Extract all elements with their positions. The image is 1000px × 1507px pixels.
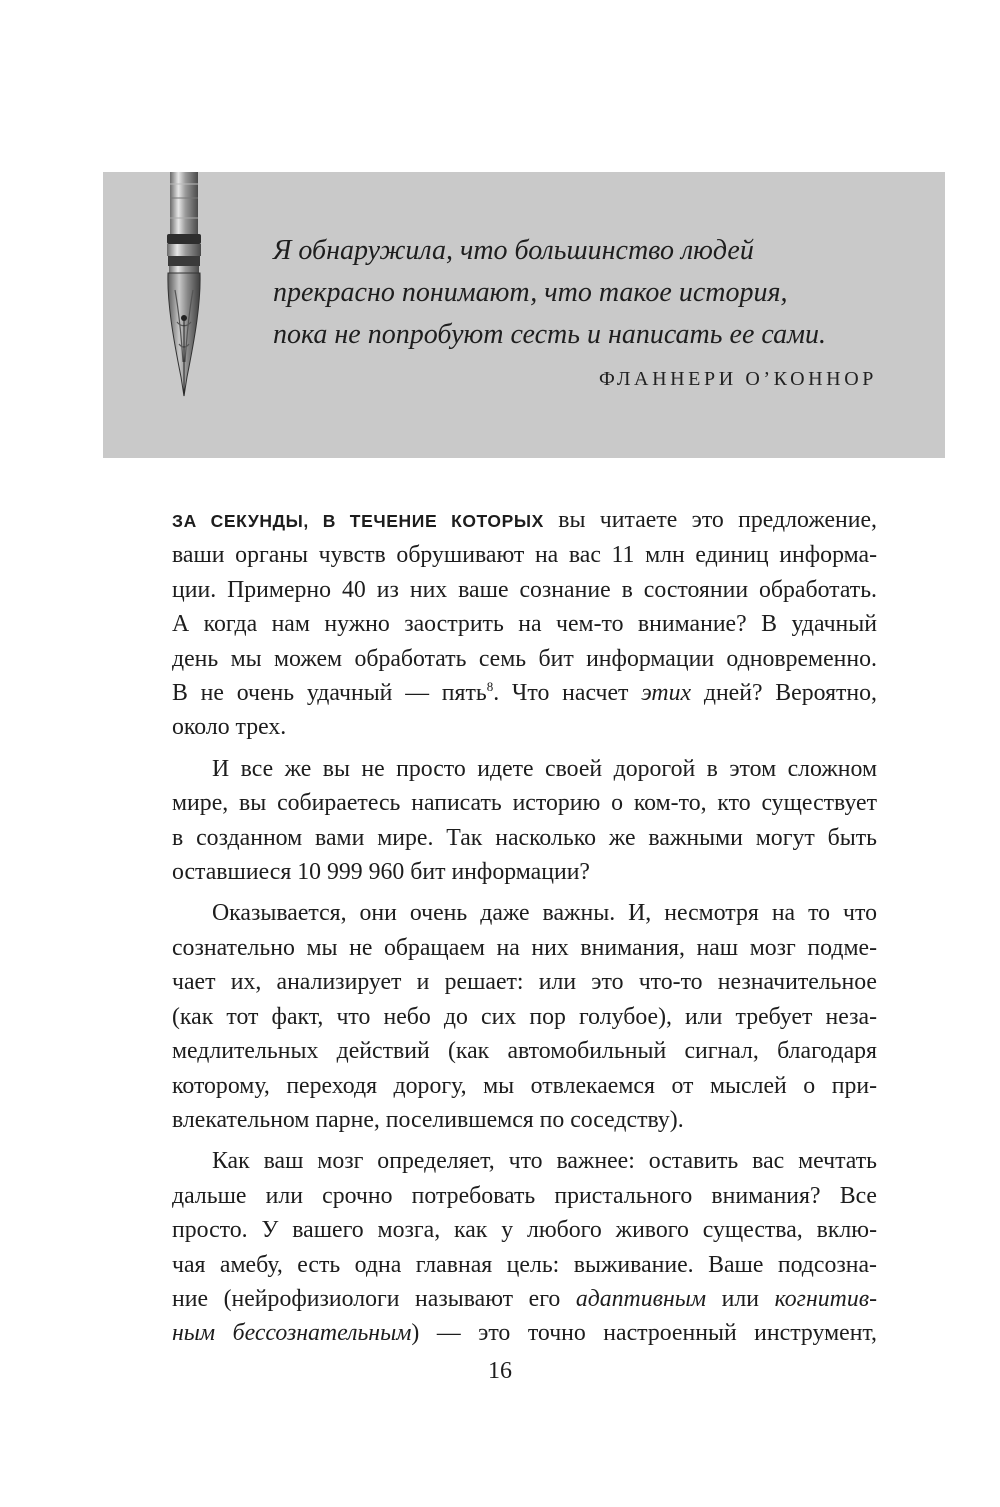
epigraph-line: Я обнаружила, что большинство людей <box>273 235 754 266</box>
paragraph-1 <box>172 503 877 745</box>
text-line: ЗА СЕКУНДЫ, В ТЕЧЕНИЕ КОТОРЫХ вы читаете это предложение, <box>172 507 877 533</box>
text-line: А когда нам нужно заострить на чем-то внимание? В удачный <box>172 611 877 638</box>
text-line: день мы можем обработать семь бит информации одновременно. <box>172 645 877 672</box>
epigraph-line: прекрасно понимают, что такое история, <box>273 277 788 308</box>
text-line: чает их, анализирует и решает: или это что-то незначительное <box>172 969 877 996</box>
text-line: около трех. <box>172 714 287 741</box>
epigraph-line: пока не попробуют сесть и написать ее сами. <box>273 319 826 350</box>
text-line: в созданном вами мире. Так насколько же важными могут быть <box>172 824 877 851</box>
text-line: сознательно мы не обращаем на них внимания, наш мозг подме- <box>172 934 877 961</box>
text-line: В не очень удачный — пять$^8$. Что насчет этих дней? Вероятно, <box>172 679 878 707</box>
text-line: ным бессознательным) — это точно настроенный инструмент, <box>172 1320 877 1347</box>
page-number: 16 <box>488 1358 512 1384</box>
paragraph-4 <box>172 1144 877 1350</box>
text-line: дальше или срочно потребовать пристального внимания? Все <box>172 1182 877 1209</box>
text-line: Оказывается, они очень даже важны. И, несмотря на то что <box>212 900 877 927</box>
text-line: просто. У вашего мозга, как у любого живого существа, вклю- <box>172 1217 877 1244</box>
text-line: ние (нейрофизиологи называют его адаптивным или когнитив- <box>172 1285 878 1312</box>
paragraph-3 <box>172 896 877 1137</box>
text-line: мире, вы собираетесь написать историю о ком-то, кто существует <box>172 790 877 817</box>
text-line: И все же вы не просто идете своей дорогой в этом сложном <box>212 755 877 782</box>
text-line: (как тот факт, что небо до сих пор голубое), или требует неза- <box>172 1003 877 1030</box>
text-line: которому, переходя дорогу, мы отвлекаемся от мыслей о при- <box>172 1072 877 1099</box>
epigraph-author: ФЛАННЕРИ О’КОННОР <box>598 368 877 390</box>
text-line: Как ваш мозг определяет, что важнее: оставить вас мечтать <box>212 1148 877 1175</box>
text-line: оставшиеся 10 999 960 бит информации? <box>172 859 590 886</box>
text-line: чая амебу, есть одна главная цель: выживание. Ваше подсозна- <box>172 1251 877 1278</box>
fountain-pen-icon <box>155 172 213 400</box>
text-line: влекательном парне, поселившемся по соседству). <box>172 1106 684 1133</box>
lead-in: ЗА СЕКУНДЫ, В ТЕЧЕНИЕ КОТОРЫХ <box>172 511 544 531</box>
paragraph-2 <box>172 752 877 890</box>
epigraph-box <box>103 172 945 458</box>
text-line: ции. Примерно 40 из них ваше сознание в состоянии обработать. <box>172 576 877 603</box>
text-line: медлительных действий (как автомобильный сигнал, благодаря <box>172 1038 877 1065</box>
epigraph-quote <box>273 230 913 356</box>
body-text <box>172 503 877 1351</box>
text-line: ваши органы чувств обрушивают на вас 11 млн единиц информа- <box>172 542 877 569</box>
footnote-ref[interactable]: 8 <box>486 679 494 695</box>
